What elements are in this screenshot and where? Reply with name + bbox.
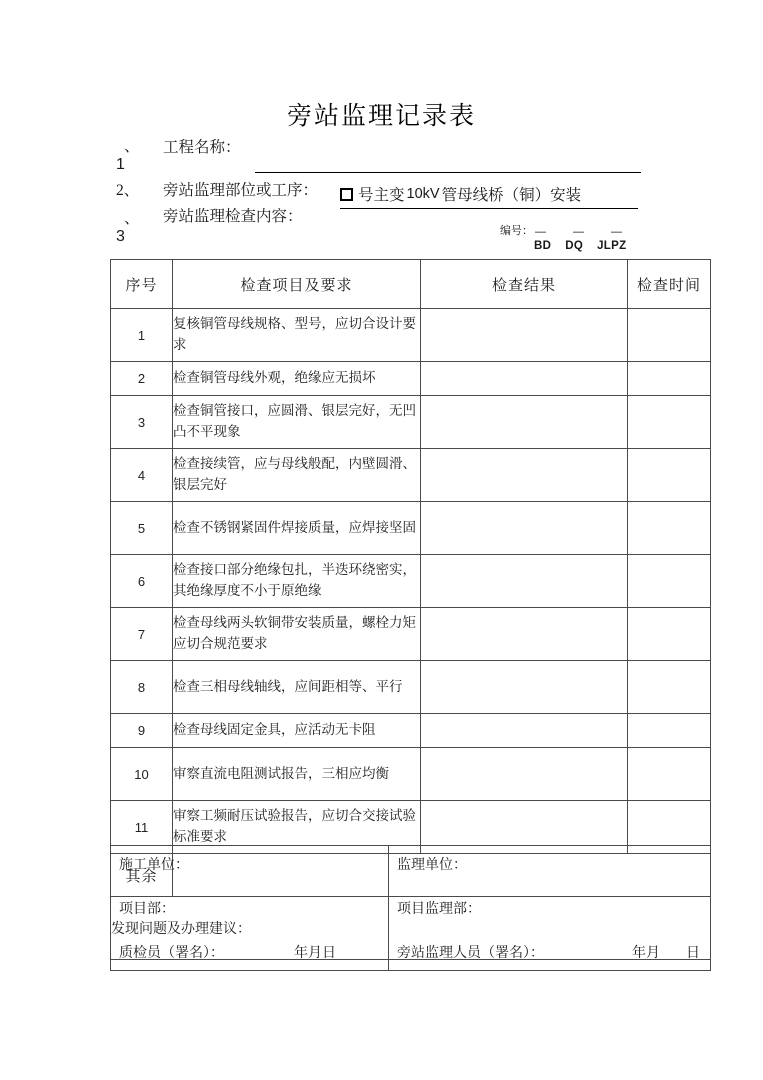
row-no: 5 xyxy=(111,502,173,555)
signature-cell-supervision xyxy=(389,846,711,971)
header-item-3-label: 旁站监理检查内容： xyxy=(163,208,303,225)
header-item-3-separator: 、 xyxy=(124,210,140,227)
row-result[interactable] xyxy=(421,309,628,362)
issues-label[interactable]: 发现问题及办理建议： xyxy=(111,897,711,960)
quality-inspector-label: 质检员（署名）： xyxy=(119,946,224,961)
row-item: 检查母线两头软铜带安装质量，螺栓力矩应切合规范要求 xyxy=(173,608,421,661)
table-row xyxy=(111,661,711,714)
part-text-after: 管母线桥（铜）安装 xyxy=(441,187,582,204)
table-row xyxy=(111,449,711,502)
row-time[interactable] xyxy=(628,449,711,502)
table-row xyxy=(111,309,711,362)
row-no: 1 xyxy=(111,309,173,362)
serial-dash-3: — xyxy=(611,226,622,238)
header-item-3-number: 3 xyxy=(116,228,125,245)
table-row xyxy=(111,748,711,801)
row-result[interactable] xyxy=(421,608,628,661)
serial-code-jlpz: JLPZ xyxy=(597,240,627,252)
column-header-time: 检查时间 xyxy=(628,260,711,309)
row-time[interactable] xyxy=(628,661,711,714)
row-no: 10 xyxy=(111,748,173,801)
row-result[interactable] xyxy=(421,748,628,801)
row-no: 8 xyxy=(111,661,173,714)
signature-table xyxy=(110,845,711,971)
supervision-dept-label: 项目监理部： xyxy=(397,902,481,917)
row-result[interactable] xyxy=(421,661,628,714)
row-item: 检查接续管，应与母线般配，内壁圆滑、银层完好 xyxy=(173,449,421,502)
row-time[interactable] xyxy=(628,502,711,555)
row-item: 检查母线固定金具，应活动无卡阻 xyxy=(173,714,421,748)
serial-dash-2: — xyxy=(573,226,584,238)
construction-date[interactable]: 年月日 xyxy=(294,946,336,961)
row-time[interactable] xyxy=(628,714,711,748)
table-row xyxy=(111,555,711,608)
row-no: 11 xyxy=(111,801,173,854)
supervision-date-ym: 年月 xyxy=(632,946,660,961)
construction-unit-label: 施工单位： xyxy=(119,858,189,873)
row-item: 审察直流电阻测试报告，三相应均衡 xyxy=(173,748,421,801)
header-item-2-number: 2、 xyxy=(116,182,140,199)
row-no: 7 xyxy=(111,608,173,661)
supervision-date[interactable] xyxy=(632,942,700,962)
row-result[interactable] xyxy=(421,502,628,555)
column-header-no: 序号 xyxy=(111,260,173,309)
row-time[interactable] xyxy=(628,396,711,449)
row-no: 4 xyxy=(111,449,173,502)
serial-dashes-row xyxy=(500,222,640,238)
table-row xyxy=(111,608,711,661)
row-item: 检查铜管母线外观，绝缘应无损坏 xyxy=(173,362,421,396)
row-no: 2 xyxy=(111,362,173,396)
row-result[interactable] xyxy=(421,555,628,608)
row-no: 6 xyxy=(111,555,173,608)
row-time[interactable] xyxy=(628,748,711,801)
supervisor-label: 旁站监理人员（署名）： xyxy=(397,946,544,961)
serial-code-dq: DQ xyxy=(565,240,584,252)
header-item-1-label: 工程名称： xyxy=(163,139,241,156)
table-row xyxy=(111,396,711,449)
row-result[interactable] xyxy=(421,362,628,396)
header-item-1 xyxy=(108,138,708,173)
table-row xyxy=(111,362,711,396)
serial-label: 编号： xyxy=(500,225,533,237)
serial-dash-1: — xyxy=(535,226,546,238)
project-name-input[interactable] xyxy=(255,172,641,173)
row-time[interactable] xyxy=(628,555,711,608)
serial-number-block xyxy=(500,222,640,252)
row-no: 3 xyxy=(111,396,173,449)
table-header-row xyxy=(111,260,711,309)
table-row xyxy=(111,502,711,555)
row-result[interactable] xyxy=(421,396,628,449)
row-item: 复核铜管母线规格、型号，应切合设计要求 xyxy=(173,309,421,362)
page-title: 旁站监理记录表 xyxy=(286,103,476,130)
part-text-before: 号主变 xyxy=(358,187,405,204)
row-item: 检查不锈钢紧固件焊接质量，应焊接坚固 xyxy=(173,502,421,555)
row-result[interactable] xyxy=(421,714,628,748)
row-item: 检查铜管接口，应圆滑、银层完好，无凹凸不平现象 xyxy=(173,396,421,449)
construction-dept-label: 项目部： xyxy=(119,902,175,917)
row-time[interactable] xyxy=(628,608,711,661)
serial-code-bd: BD xyxy=(534,240,552,252)
header-item-1-separator: 、 xyxy=(124,138,140,155)
supervision-unit-label: 监理单位： xyxy=(397,858,467,873)
row-item: 审察工频耐压试验报告，应切合交接试验标准要求 xyxy=(173,801,421,854)
signature-cell-construction xyxy=(111,846,389,971)
header-item-2-label: 旁站监理部位或工序： xyxy=(163,182,319,199)
table-row xyxy=(111,714,711,748)
header-item-1-number: 1 xyxy=(116,156,125,173)
part-voltage: 10kV xyxy=(406,186,440,202)
column-header-result: 检查结果 xyxy=(421,260,628,309)
other-row-label: 其余 xyxy=(111,854,173,897)
supervision-date-d: 日 xyxy=(686,946,700,961)
column-header-item: 检查项目及要求 xyxy=(173,260,421,309)
row-item: 检查三相母线轴线，应间距相等、平行 xyxy=(173,661,421,714)
row-no: 9 xyxy=(111,714,173,748)
checkbox-empty-icon[interactable] xyxy=(340,188,353,201)
row-item: 检查接口部分绝缘包扎，半迭环绕密实，其绝缘厚度不小于原绝缘 xyxy=(173,555,421,608)
row-result[interactable] xyxy=(421,449,628,502)
supervision-part-value[interactable] xyxy=(340,183,638,209)
serial-codes-row xyxy=(534,240,640,252)
row-time[interactable] xyxy=(628,309,711,362)
row-time[interactable] xyxy=(628,362,711,396)
